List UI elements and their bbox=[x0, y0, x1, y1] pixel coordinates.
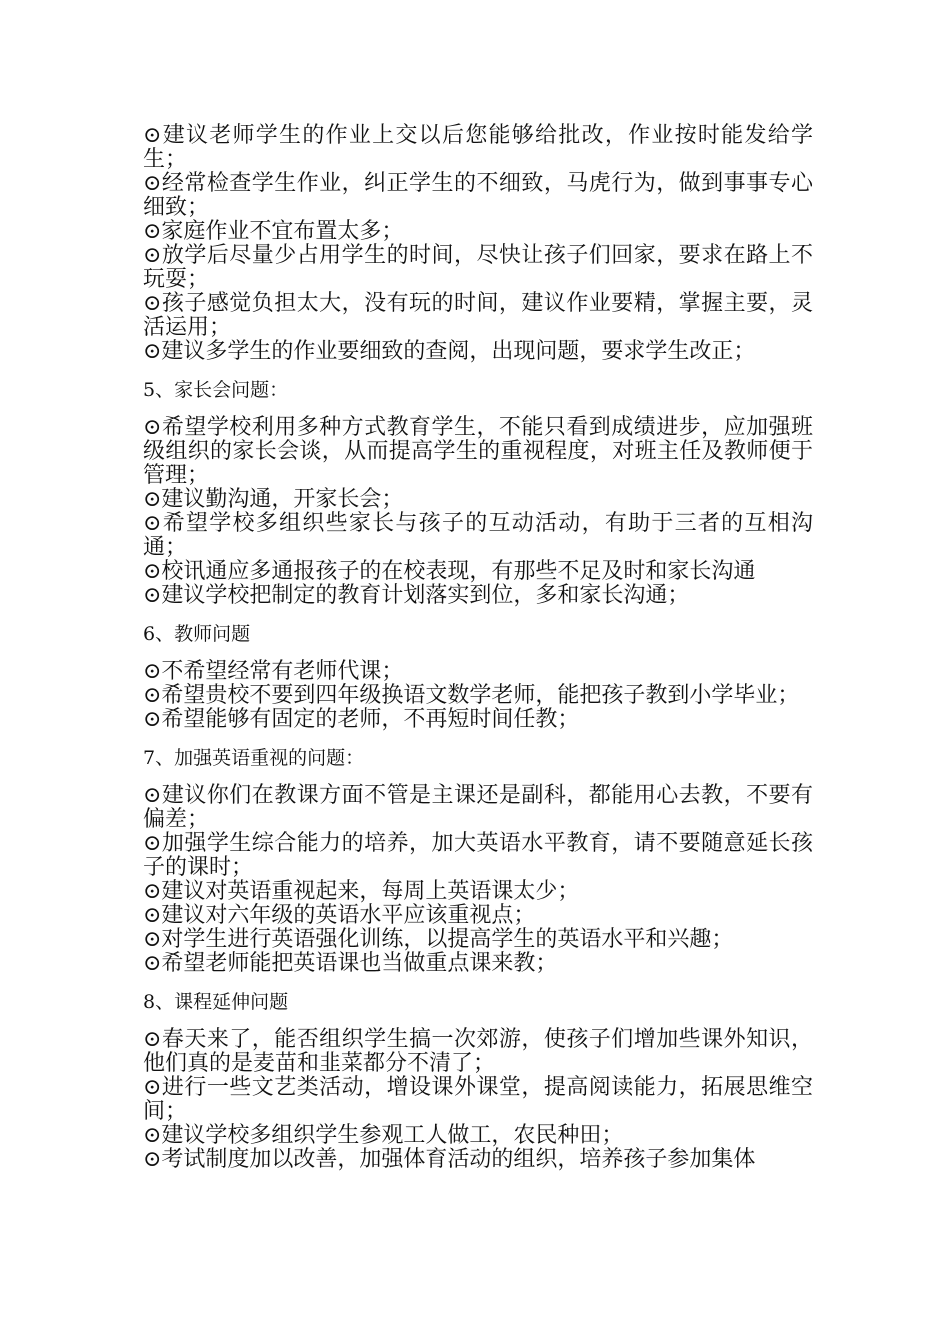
parent-meeting-suggestions bbox=[143, 416, 813, 608]
list-item: ⊙放学后尽量少占用学生的时间，尽快让孩子们回家，要求在路上不玩耍； bbox=[143, 243, 813, 292]
list-item: ⊙建议多学生的作业要细致的查阅，出现问题，要求学生改正； bbox=[143, 339, 756, 364]
list-item: ⊙希望学校利用多种方式教育学生，不能只看到成绩进步，应加强班级组织的家长会谈，从而提高学生的重视程度，对班主任及教师便于管理； bbox=[143, 415, 813, 488]
list-item: ⊙春天来了，能否组织学生搞一次郊游，使孩子们增加些课外知识，他们真的是麦苗和韭菜都分不清了； bbox=[143, 1027, 813, 1076]
list-item: ⊙建议学校多组织学生参观工人做工，农民种田； bbox=[143, 1123, 624, 1148]
list-item: ⊙建议对六年级的英语水平应该重视点； bbox=[143, 903, 536, 928]
list-item: ⊙建议对英语重视起来，每周上英语课太少； bbox=[143, 879, 580, 904]
list-item: ⊙建议勤沟通，开家长会； bbox=[143, 487, 404, 512]
list-item: ⊙希望贵校不要到四年级换语文数学老师，能把孩子教到小学毕业； bbox=[143, 683, 800, 708]
list-item: ⊙家庭作业不宜布置太多； bbox=[143, 219, 404, 244]
section-heading-english: 7、加强英语重视的问题： bbox=[143, 747, 365, 769]
section-heading-teachers: 6、教师问题 bbox=[143, 623, 251, 645]
section-heading-course-extension: 8、课程延伸问题 bbox=[143, 991, 289, 1013]
list-item: ⊙对学生进行英语强化训练，以提高学生的英语水平和兴趣； bbox=[143, 927, 734, 952]
english-suggestions bbox=[143, 784, 813, 976]
list-item: ⊙希望老师能把英语课也当做重点课来教； bbox=[143, 951, 558, 976]
list-item: ⊙考试制度加以改善，加强体育活动的组织，培养孩子参加集体 bbox=[143, 1147, 756, 1172]
list-item: ⊙不希望经常有老师代课； bbox=[143, 659, 404, 684]
list-item: ⊙经常检查学生作业，纠正学生的不细致，马虎行为，做到事事专心细致； bbox=[143, 171, 813, 220]
homework-suggestions bbox=[143, 124, 813, 364]
list-item: ⊙加强学生综合能力的培养，加大英语水平教育，请不要随意延长孩子的课时； bbox=[143, 831, 813, 880]
list-item: ⊙进行一些文艺类活动，增设课外课堂，提高阅读能力，拓展思维空间； bbox=[143, 1075, 813, 1124]
list-item: ⊙校讯通应多通报孩子的在校表现，有那些不足及时和家长沟通 bbox=[143, 559, 756, 584]
list-item: ⊙希望能够有固定的老师，不再短时间任教； bbox=[143, 707, 580, 732]
list-item: ⊙孩子感觉负担太大，没有玩的时间，建议作业要精，掌握主要，灵活运用； bbox=[143, 291, 813, 340]
list-item: ⊙建议你们在教课方面不管是主课还是副科，都能用心去教，不要有偏差； bbox=[143, 783, 813, 832]
teacher-suggestions bbox=[143, 660, 813, 732]
document-page bbox=[143, 120, 813, 1172]
list-item: ⊙建议老师学生的作业上交以后您能够给批改，作业按时能发给学生； bbox=[143, 123, 813, 172]
list-item: ⊙建议学校把制定的教育计划落实到位，多和家长沟通； bbox=[143, 583, 690, 608]
list-item: ⊙希望学校多组织些家长与孩子的互动活动，有助于三者的互相沟通； bbox=[143, 511, 813, 560]
section-heading-parent-meeting: 5、家长会问题： bbox=[143, 379, 289, 401]
course-extension-suggestions bbox=[143, 1028, 813, 1172]
